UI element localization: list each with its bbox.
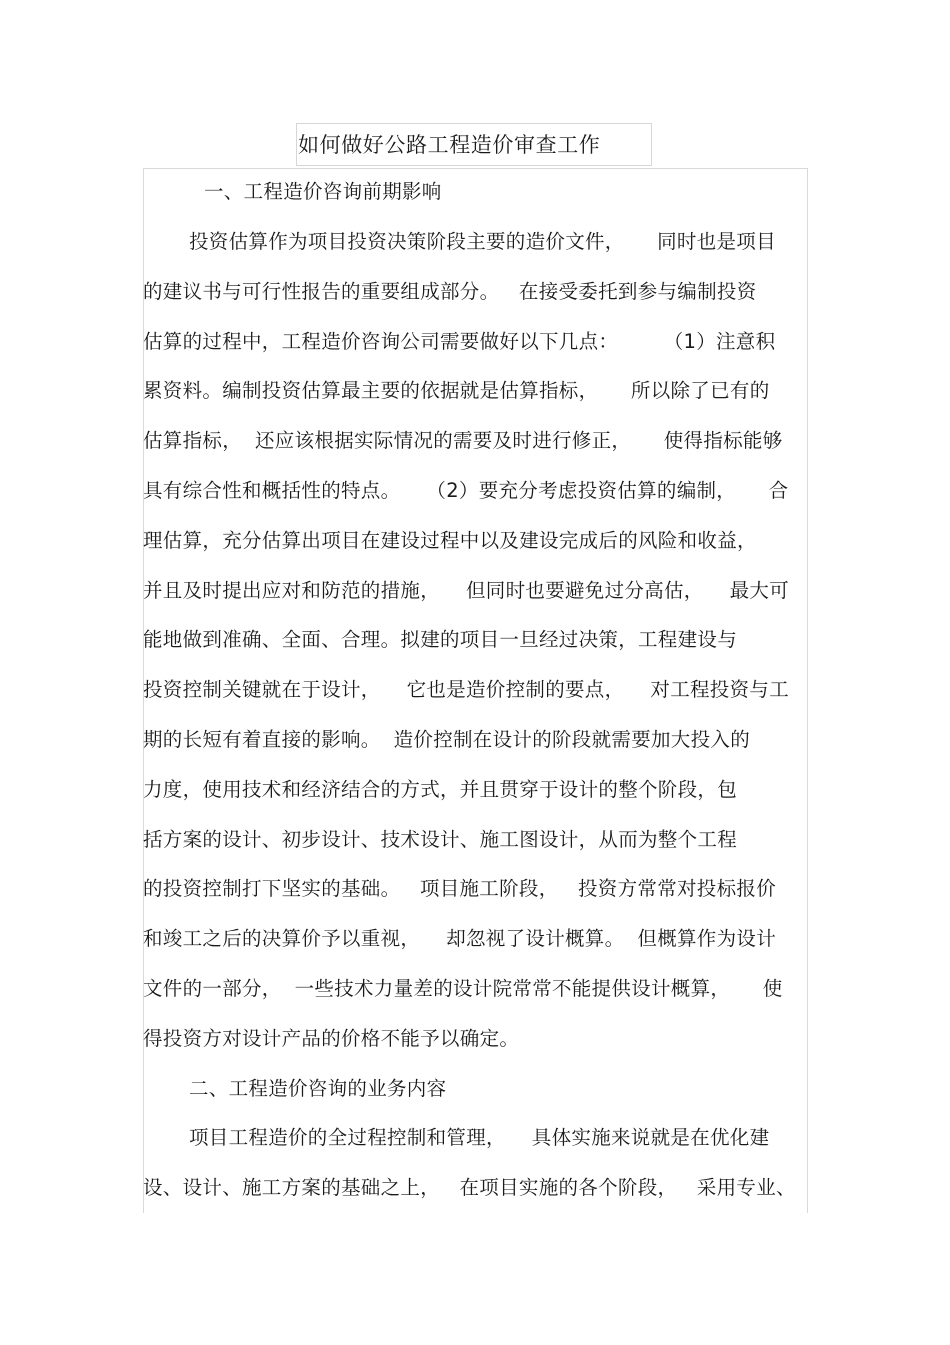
paragraph-line: 能地做到准确、全面、合理。拟建的项目一旦经过决策，工程建设与 [143,628,738,651]
paragraph-line: 理估算，充分估算出项目在建设过程中以及建设完成后的风险和收益， [143,529,757,552]
paragraph-line: 期的长短有着直接的影响。 造价控制在设计的阶段就需要加大投入的 [143,728,750,751]
document-title: 如何做好公路工程造价审查工作 [298,133,601,157]
paragraph-line: 力度，使用技术和经济结合的方式，并且贯穿于设计的整个阶段，包 [143,778,738,801]
paragraph-line: 括方案的设计、初步设计、技术设计、施工图设计，从而为整个工程 [143,828,738,851]
paragraph-line: 项目工程造价的全过程控制和管理， 具体实施来说就是在优化建 [189,1126,770,1149]
paragraph-line: 的投资控制打下坚实的基础。 项目施工阶段， 投资方常常对投标报价 [143,877,776,900]
section-heading-1: 一、工程造价咨询前期影响 [204,180,442,203]
paragraph-line: 得投资方对设计产品的价格不能予以确定。 [143,1027,520,1050]
paragraph-line: 投资估算作为项目投资决策阶段主要的造价文件， 同时也是项目 [189,230,776,253]
paragraph-line: 的建议书与可行性报告的重要组成部分。 在接受委托到参与编制投资 [143,280,757,303]
paragraph-line: 和竣工之后的决算价予以重视， 却忽视了设计概算。 但概算作为设计 [143,927,776,950]
paragraph-line: 具有综合性和概括性的特点。 （2）要充分考虑投资估算的编制， 合 [143,479,789,502]
paragraph-line: 估算指标， 还应该根据实际情况的需要及时进行修正， 使得指标能够 [143,429,783,452]
paragraph-line: 估算的过程中，工程造价咨询公司需要做好以下几点： （1）注意积 [143,330,776,353]
section-heading-2: 二、工程造价咨询的业务内容 [189,1077,447,1100]
paragraph-line: 文件的一部分， 一些技术力量差的设计院常常不能提供设计概算， 使 [143,977,783,1000]
paragraph-line: 并且及时提出应对和防范的措施， 但同时也要避免过分高估， 最大可 [143,579,789,602]
paragraph-line: 投资控制关键就在于设计， 它也是造价控制的要点， 对工程投资与工 [143,678,789,701]
paragraph-line: 设、设计、施工方案的基础之上， 在项目实施的各个阶段， 采用专业、 [143,1176,796,1199]
paragraph-line: 累资料。编制投资估算最主要的依据就是估算指标， 所以除了已有的 [143,379,770,402]
